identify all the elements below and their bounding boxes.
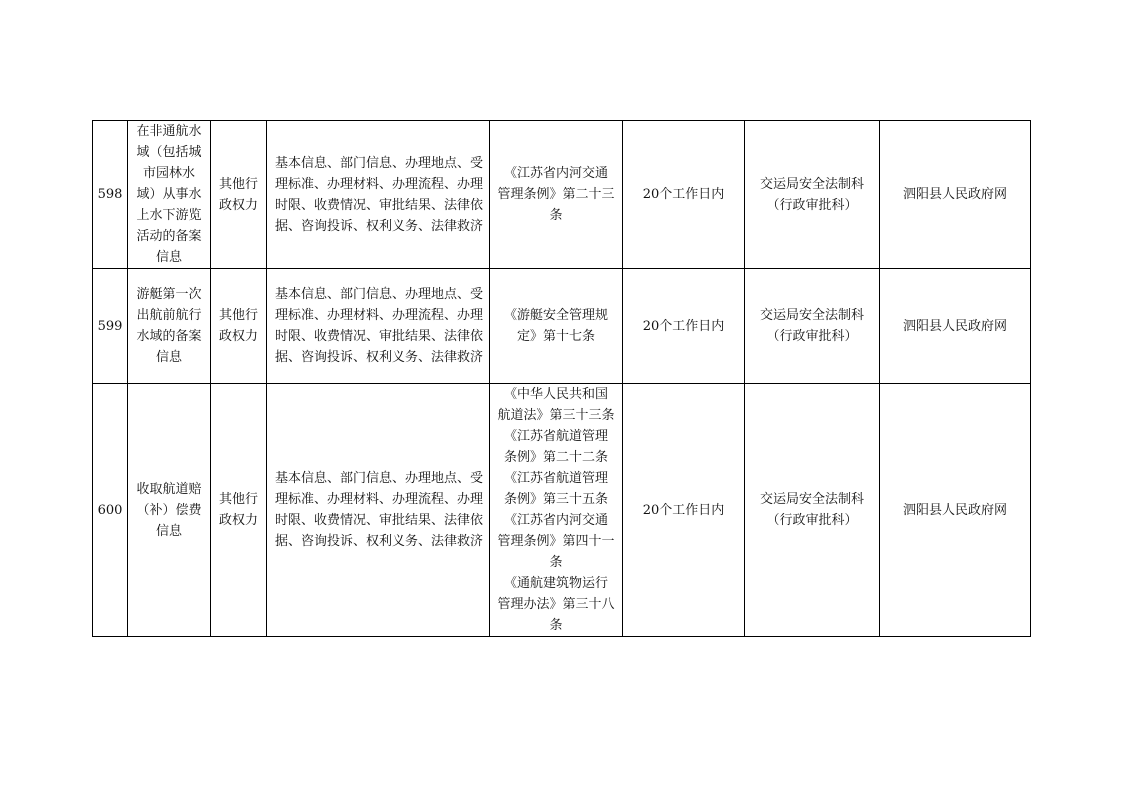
text-line: 条例》第三十五条 bbox=[503, 492, 608, 507]
text-line: 据、咨询投诉、权利义务、法律救济 bbox=[275, 534, 484, 549]
item-category bbox=[211, 121, 267, 269]
text-line: 基本信息、部门信息、办理地点、受 bbox=[275, 287, 484, 302]
text-line: 定》第十七条 bbox=[516, 329, 595, 344]
time-limit: 20个工作日内 bbox=[623, 269, 745, 384]
text-line: 管理条例》第四十一 bbox=[497, 534, 615, 549]
text-line: 基本信息、部门信息、办理地点、受 bbox=[275, 471, 484, 486]
text-line: 《江苏省内河交通 bbox=[503, 166, 608, 181]
disclosure-content bbox=[267, 269, 490, 384]
text-line: 条 bbox=[549, 618, 563, 633]
text-line: 上水下游览 bbox=[136, 208, 202, 223]
disclosure-channel: 泗阳县人民政府网 bbox=[880, 384, 1031, 637]
text-line: 《江苏省航道管理 bbox=[503, 429, 608, 444]
table-row bbox=[93, 121, 1031, 269]
text-line: 条 bbox=[549, 208, 563, 223]
text-line: 《中华人民共和国 bbox=[503, 387, 608, 402]
text-line: 理标准、办理材料、办理流程、办理 bbox=[275, 176, 484, 192]
text-line: 时限、收费情况、审批结果、法律依 bbox=[275, 329, 484, 344]
text-line: 《江苏省航道管理 bbox=[503, 471, 608, 486]
table-body bbox=[93, 121, 1031, 637]
text-line: 据、咨询投诉、权利义务、法律救济 bbox=[275, 218, 484, 234]
text-line: 信息 bbox=[155, 350, 182, 365]
text-line: 信息 bbox=[155, 523, 182, 539]
time-limit: 20个工作日内 bbox=[623, 121, 745, 269]
text-line: 条例》第二十二条 bbox=[503, 450, 608, 465]
legal-basis bbox=[490, 121, 623, 269]
text-line: 基本信息、部门信息、办理地点、受 bbox=[275, 155, 484, 171]
text-line: 市园林水 bbox=[142, 166, 195, 181]
item-number: 598 bbox=[93, 121, 128, 269]
text-line: 其他行 bbox=[218, 176, 258, 192]
disclosure-channel: 泗阳县人民政府网 bbox=[880, 121, 1031, 269]
text-line: 理标准、办理材料、办理流程、办理 bbox=[275, 492, 484, 507]
text-line: 活动的备案 bbox=[136, 229, 202, 244]
responsible-department bbox=[745, 121, 880, 269]
disclosure-table bbox=[92, 120, 1031, 637]
text-line: 时限、收费情况、审批结果、法律依 bbox=[275, 197, 484, 213]
legal-basis bbox=[490, 384, 623, 637]
text-line: 游艇第一次 bbox=[136, 287, 202, 302]
text-line: 交运局安全法制科 bbox=[759, 492, 864, 507]
text-line: 其他行 bbox=[218, 308, 258, 323]
responsible-department bbox=[745, 269, 880, 384]
text-line: 政权力 bbox=[218, 329, 258, 344]
item-name bbox=[128, 269, 211, 384]
item-name bbox=[128, 384, 211, 637]
text-line: 理标准、办理材料、办理流程、办理 bbox=[275, 308, 484, 323]
text-line: 时限、收费情况、审批结果、法律依 bbox=[275, 513, 484, 528]
text-line: 水域的备案 bbox=[136, 329, 202, 344]
text-line: 据、咨询投诉、权利义务、法律救济 bbox=[275, 350, 484, 365]
text-line: 其他行 bbox=[218, 492, 258, 507]
disclosure-channel: 泗阳县人民政府网 bbox=[880, 269, 1031, 384]
item-number: 599 bbox=[93, 269, 128, 384]
text-line: 收取航道赔 bbox=[136, 481, 202, 497]
text-line: 《通航建筑物运行 bbox=[503, 576, 608, 591]
item-category bbox=[211, 269, 267, 384]
item-category bbox=[211, 384, 267, 637]
disclosure-content bbox=[267, 384, 490, 637]
text-line: 交运局安全法制科 bbox=[759, 176, 864, 192]
text-line: （行政审批科） bbox=[766, 513, 858, 528]
text-line: 域）从事水 bbox=[136, 187, 202, 202]
text-line: 在非通航水 bbox=[136, 124, 202, 139]
text-line: （行政审批科） bbox=[766, 197, 858, 213]
text-line: 交运局安全法制科 bbox=[759, 308, 864, 323]
responsible-department bbox=[745, 384, 880, 637]
disclosure-content bbox=[267, 121, 490, 269]
text-line: 政权力 bbox=[218, 513, 258, 528]
text-line: 政权力 bbox=[218, 197, 258, 213]
text-line: （行政审批科） bbox=[766, 329, 858, 344]
text-line: 出航前航行 bbox=[136, 308, 202, 323]
item-name bbox=[128, 121, 211, 269]
text-line: 管理条例》第二十三 bbox=[497, 187, 615, 202]
text-line: 《江苏省内河交通 bbox=[503, 513, 608, 528]
table-row bbox=[93, 269, 1031, 384]
text-line: 域（包括城 bbox=[136, 145, 202, 160]
legal-basis bbox=[490, 269, 623, 384]
text-line: 管理办法》第三十八 bbox=[497, 597, 615, 612]
text-line: （补）偿费 bbox=[136, 502, 202, 518]
time-limit: 20个工作日内 bbox=[623, 384, 745, 637]
text-line: 信息 bbox=[155, 250, 182, 265]
text-line: 《游艇安全管理规 bbox=[503, 308, 608, 323]
table-row bbox=[93, 384, 1031, 637]
item-number: 600 bbox=[93, 384, 128, 637]
text-line: 航道法》第三十三条 bbox=[497, 408, 615, 423]
text-line: 条 bbox=[549, 555, 563, 570]
